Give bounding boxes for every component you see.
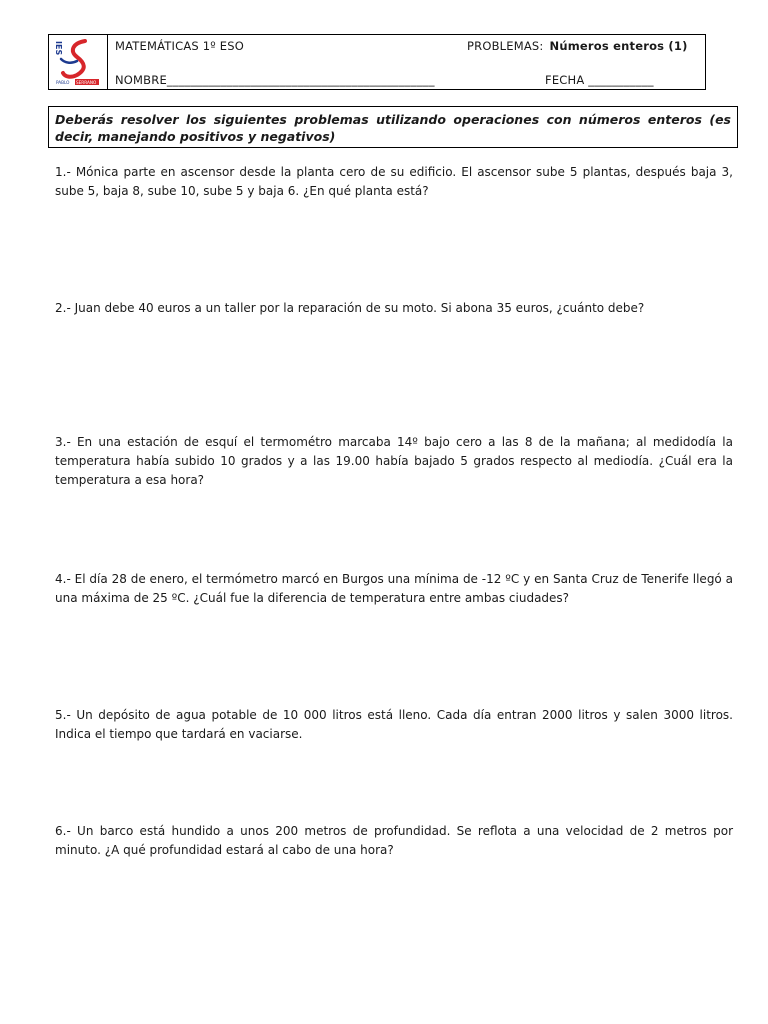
svg-text:IES: IES <box>54 41 63 56</box>
problem-3: 3.- En una estación de esquí el termométro marcaba 14º bajo cero a las 8 de la mañana; al medidodía la temperatura había subido 10 grados y a las 19.00 había bajado 5 grados respecto al mediodía. ¿Cuál era la temperatura a esa hora? <box>55 435 733 487</box>
problem-6: 6.- Un barco está hundido a unos 200 metros de profundidad. Se reflota a una velocidad de 2 metros por minuto. ¿A qué profundidad estará al cabo de una hora? <box>55 824 733 857</box>
problem-1: 1.- Mónica parte en ascensor desde la planta cero de su edificio. El ascensor sube 5 plantas, después baja 3, sube 5, baja 8, sube 10, sube 5 y baja 6. ¿En qué planta está? <box>55 165 733 198</box>
school-logo <box>49 35 108 89</box>
problem-5: 5.- Un depósito de agua potable de 10 000 litros está lleno. Cada día entran 2000 litros y salen 3000 litros. Indica el tiempo que tardará en vaciarse. <box>55 708 733 741</box>
problem-4: 4.- El día 28 de enero, el termómetro marcó en Burgos una mínima de -12 ºC y en Santa Cruz de Tenerife llegó a una máxima de 25 ºC. ¿Cuál fue la diferencia de temperatura entre ambas ciudades? <box>55 572 733 605</box>
worksheet-header <box>48 34 706 90</box>
instructions-box: Deberás resolver los siguientes problemas utilizando operaciones con números enteros (es decir, manejando positivos y negativos) <box>48 106 738 148</box>
problems-heading <box>467 39 688 53</box>
subject-title: MATEMÁTICAS 1º ESO <box>115 39 244 53</box>
problem-2: 2.- Juan debe 40 euros a un taller por la reparación de su moto. Si abona 35 euros, ¿cuánto debe? <box>55 301 645 315</box>
problems-topic: Números enteros (1) <box>549 39 688 53</box>
problems-label: PROBLEMAS: <box>467 39 544 53</box>
svg-text:SERRANO: SERRANO <box>76 80 97 85</box>
svg-text:PABLO: PABLO <box>56 80 70 85</box>
date-field: FECHA ___________ <box>545 73 654 87</box>
name-field: NOMBRE_____________________________________________ <box>115 73 435 87</box>
ies-logo-icon <box>51 37 103 87</box>
